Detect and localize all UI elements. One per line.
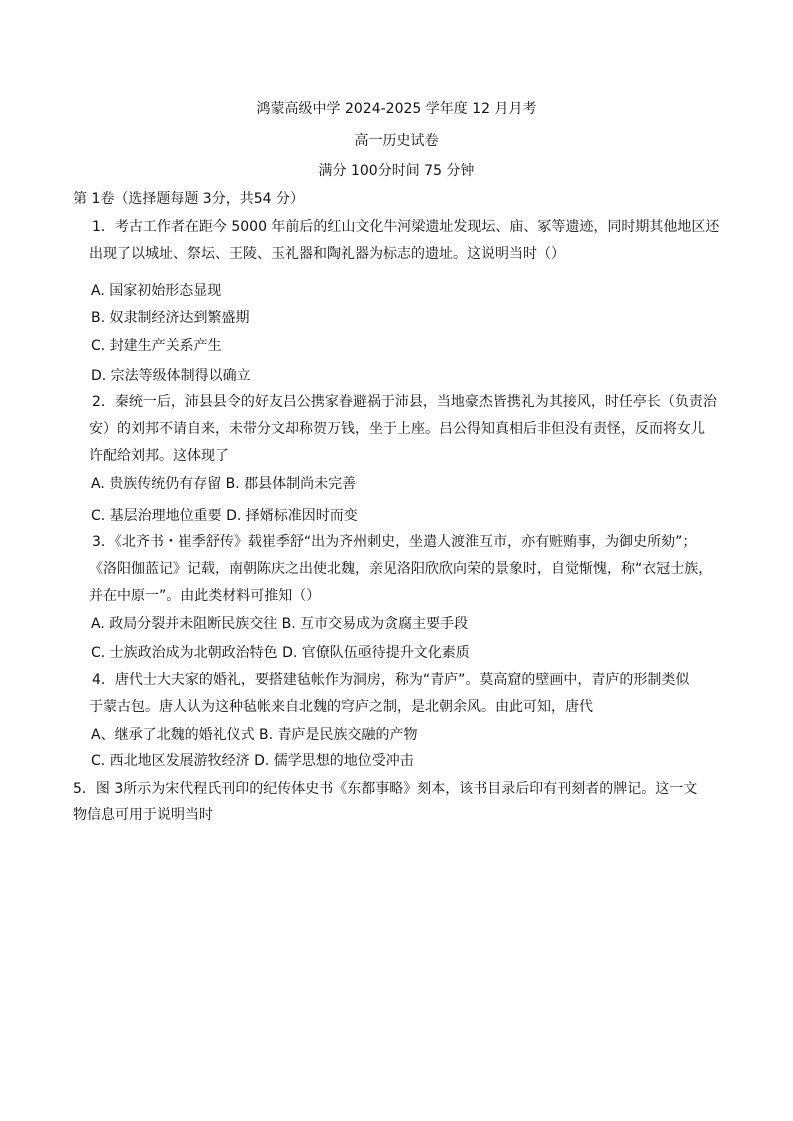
q2-stem-line2: 安）的刘邦不请自来，未带分文却称贺万钱，坐于上座。吕公得知真相后非但没有责怪，反而将女儿 (89, 421, 705, 437)
q3-options-ab: A. 政局分裂并未阻断民族交往 B. 互市交易成为贪腐主要手段 (91, 616, 469, 632)
q1-option-a: A. 国家初始形态显现 (91, 283, 222, 299)
q1-stem-line1: 1．考古工作者在距今 5000 年前后的红山文化牛河梁遗址发现坛、庙、冢等遗迹，同时期其他地区还 (92, 219, 720, 235)
q1-stem-line2: 出现了以城址、祭坛、王陵、玉礼器和陶礼器为标志的遗址。这说明当时（） (89, 246, 565, 262)
q2-options-ab: A. 贵族传统仍有存留 B. 郡县体制尚未完善 (91, 476, 357, 492)
q3-stem-line1: 3．《北齐书・崔季舒传》载崔季舒“出为齐州刺史，坐遣人渡淮互市，亦有赃贿事，为御史所劾”； (92, 534, 697, 550)
exam-title: 高一历史试卷 (354, 133, 439, 149)
q1-option-b: B. 奴隶制经济达到繁盛期 (91, 310, 250, 326)
section-heading: 第 1卷（选择题每题 3分，共54 分） (73, 191, 304, 207)
q4-stem-line2: 于蒙古包。唐人认为这种毡帐来自北魏的穹庐之制，是北朝余风。由此可知，唐代 (89, 699, 593, 715)
q5-stem-line1: 5．图 3所示为宋代程氏刊印的纪传体史书《东都事略》刻本，该书目录后印有刊刻者的牌记。这一文 (73, 781, 698, 797)
school-title: 鸿蒙高级中学 2024-2025 学年度 12 月月考 (256, 101, 537, 117)
q4-options-ab: A、继承了北魏的婚礼仪式 B. 青庐是民族交融的产物 (91, 727, 418, 743)
q3-stem-line2: 《洛阳伽蓝记》记载，南朝陈庆之出使北魏，亲见洛阳欣欣向荣的景象时，自觉惭愧，称“衣冠士族， (89, 561, 713, 577)
q3-options-cd: C. 士族政治成为北朝政治特色 D. 官僚队伍亟待提升文化素质 (91, 645, 470, 661)
q2-options-cd: C. 基层治理地位重要 D. 择婿标准因时而变 (91, 508, 358, 524)
q1-option-c: C. 封建生产关系产生 (91, 338, 222, 354)
q4-stem-line1: 4．唐代士大夫家的婚礼，要搭建毡帐作为洞房，称为“青庐”。莫高窟的壁画中，青庐的形制类似 (92, 672, 690, 688)
q2-stem-line1: 2．秦统一后，沛县县令的好友吕公携家眷避祸于沛县，当地豪杰皆携礼为其接风，时任亭长（负责治 (92, 394, 717, 410)
score-time: 满分 100分时间 75 分钟 (318, 163, 475, 179)
q4-options-cd: C. 西北地区发展游牧经济 D. 儒学思想的地位受冲击 (91, 753, 414, 769)
q5-stem-line2: 物信息可用于说明当时 (73, 807, 213, 823)
q2-stem-line3: 许配给刘邦。这体现了 (89, 448, 229, 464)
q3-stem-line3: 并在中原一”。由此类材料可推知（） (89, 588, 321, 604)
q1-option-d: D. 宗法等级体制得以确立 (91, 368, 251, 384)
